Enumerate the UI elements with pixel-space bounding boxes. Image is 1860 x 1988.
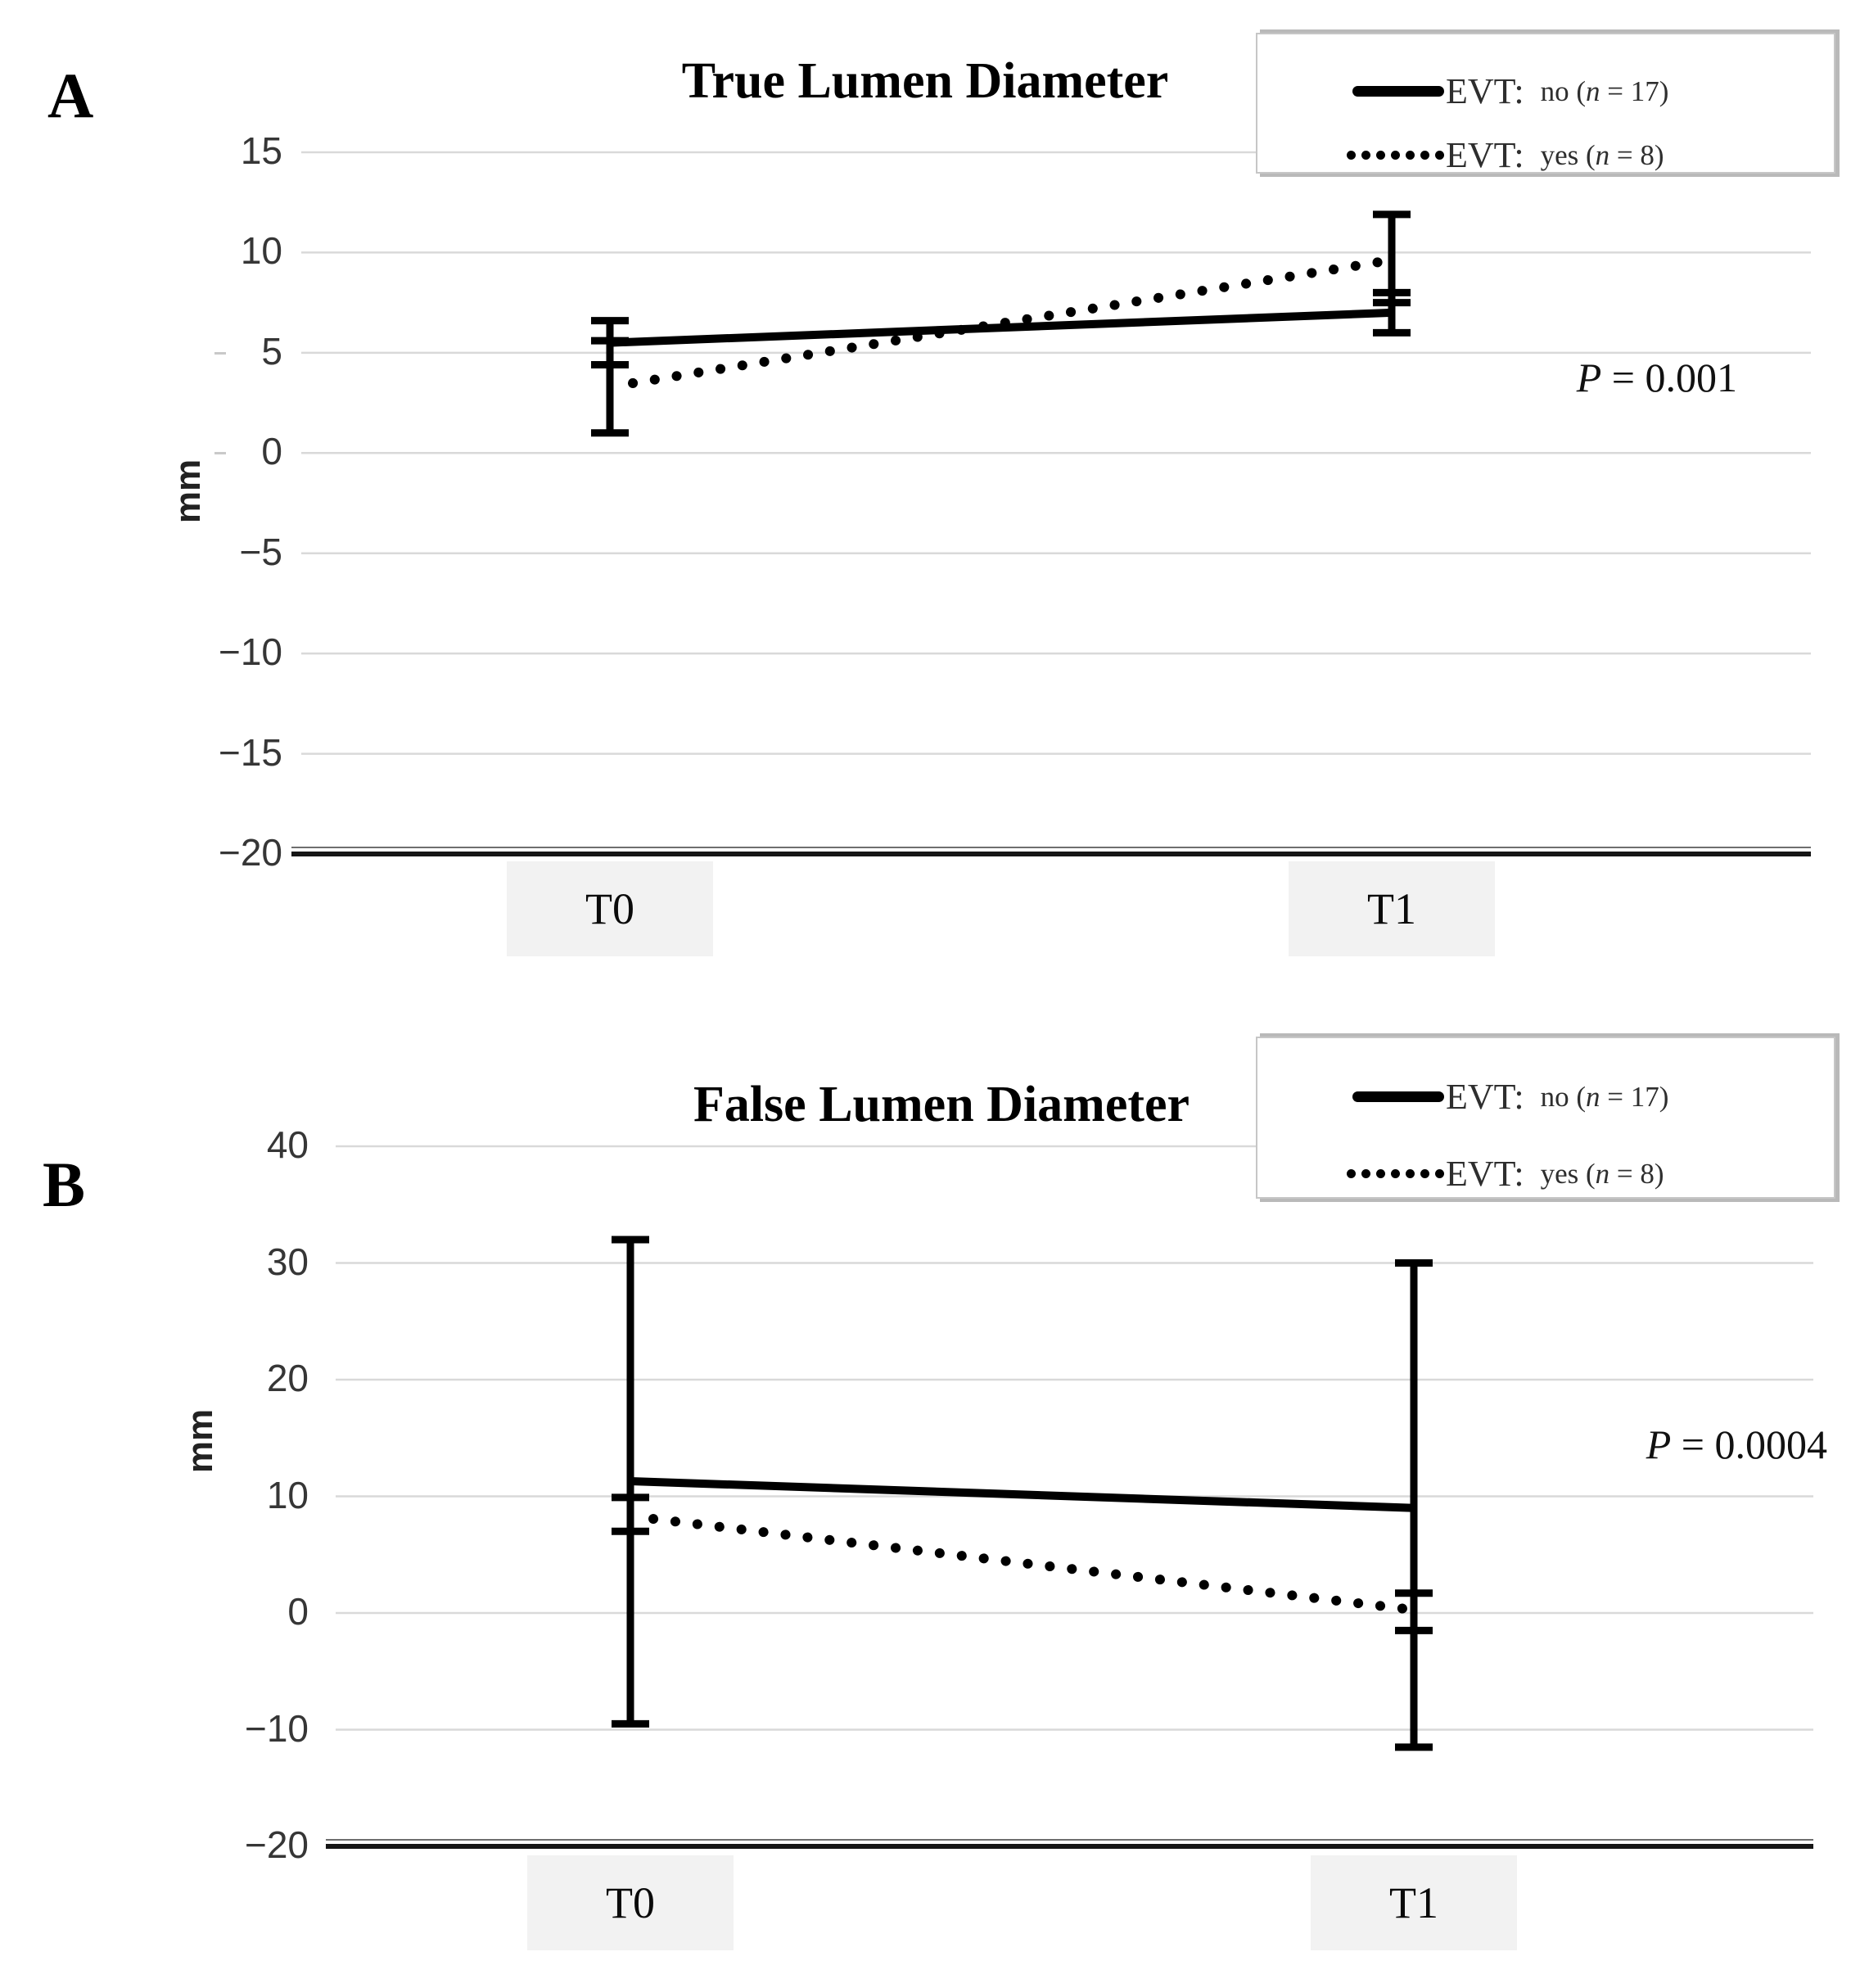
series-line-dotted [633,260,1388,383]
panel-a-title: True Lumen Diameter [681,53,1169,109]
series-line-solid [610,313,1392,343]
legend-solid-line-icon [1349,1091,1444,1102]
legend-dot [1406,151,1415,160]
y-tick-label: −20 [218,831,282,874]
y-tick-label: 0 [261,430,282,473]
series-line-solid [630,1481,1414,1508]
x-category-label: T0 [585,884,634,933]
legend-solid-line-swatch [1352,86,1444,97]
legend-dotted-line-swatch [1347,151,1444,160]
series-line-dotted [653,1519,1411,1610]
legend-dot [1391,1169,1400,1178]
panel-a-legend [1256,33,1835,174]
legend-solid-line-swatch [1352,1091,1444,1102]
panel-b-legend [1256,1037,1835,1199]
y-tick-label: 20 [266,1357,309,1399]
y-tick-label: −5 [239,530,282,573]
legend-entry-label: yes (n = 8) [1540,1157,1664,1190]
y-tick-label: −10 [218,630,282,674]
x-category-box [527,1855,734,1950]
y-tick-label: 5 [261,329,282,373]
legend-dotted-line-icon [1349,151,1444,160]
legend-dot [1361,1169,1370,1178]
y-tick-label: 0 [287,1590,309,1633]
legend-prefix-label: EVT: [1446,135,1524,175]
legend-dot [1361,151,1370,160]
y-minor-tick [214,352,226,355]
panel-a-p-value: P = 0.001 [1576,355,1737,400]
legend-solid-line-icon [1349,86,1444,97]
legend-dot [1435,151,1444,160]
legend-item [1257,134,1834,176]
legend-dot [1376,1169,1385,1178]
x-category-label: T1 [1367,884,1416,933]
y-tick-label: 10 [266,1473,309,1516]
legend-dot [1420,1169,1429,1178]
x-category-box [507,861,713,956]
legend-dot [1420,151,1429,160]
y-tick-label: −10 [244,1706,309,1750]
y-tick-label: −15 [218,730,282,774]
panel-b-y-axis-label: mm [180,1408,220,1474]
legend-dot [1347,1169,1356,1178]
x-category-box [1311,1855,1517,1950]
legend-prefix-label: EVT: [1446,1077,1524,1117]
x-category-label: T1 [1389,1878,1438,1927]
panel-b-p-value: P = 0.0004 [1646,1421,1827,1467]
legend-dotted-line-icon [1349,1169,1444,1178]
legend-dotted-line-swatch [1347,1169,1444,1178]
legend-item [1257,70,1834,112]
legend-prefix-label: EVT: [1446,71,1524,111]
legend-dot [1376,151,1385,160]
x-category-box [1289,861,1495,956]
y-tick-label: 30 [266,1240,309,1283]
y-minor-tick [214,452,226,454]
legend-entry-label: yes (n = 8) [1540,138,1664,171]
y-tick-label: 40 [266,1123,309,1166]
y-tick-label: −20 [244,1823,309,1866]
legend-dot [1406,1169,1415,1178]
panel-b-letter: B [43,1149,86,1220]
legend-entry-label: no (n = 17) [1540,1080,1669,1113]
legend-entry-label: no (n = 17) [1540,75,1669,107]
y-tick-label: 10 [240,229,282,273]
panel-a-y-axis-label: mm [168,459,208,524]
legend-item [1257,1076,1834,1118]
legend-dot [1391,151,1400,160]
legend-dot [1435,1169,1444,1178]
legend-item [1257,1153,1834,1195]
y-tick-label: 15 [240,129,282,172]
legend-prefix-label: EVT: [1446,1154,1524,1194]
panel-b-title: False Lumen Diameter [693,1077,1190,1132]
x-category-label: T0 [606,1878,655,1927]
legend-dot [1347,151,1356,160]
panel-a-letter: A [47,60,94,131]
